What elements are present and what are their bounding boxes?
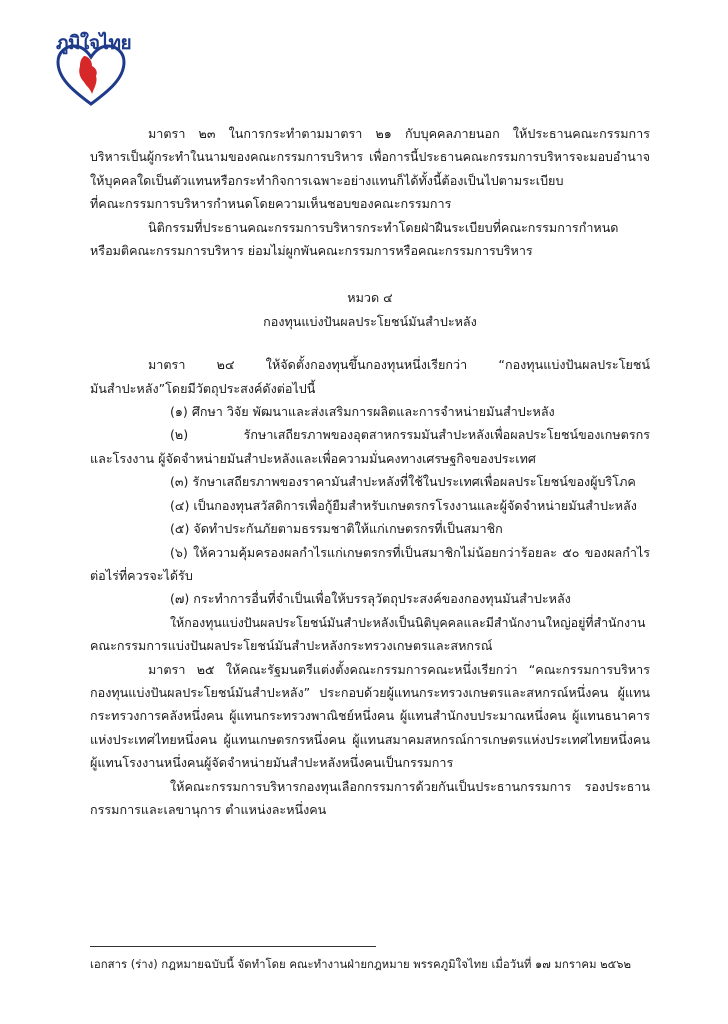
chapter-title: หมวด ๔ <box>347 290 393 306</box>
list-item-2-line: (๒) รักษาเสถียรภาพของอุตสาหกรรมมันสำปะหลังเพื่อผลประโยชน์ของเกษตรกร <box>170 427 650 443</box>
section-23-line: บริหารเป็นผู้กระทำในนามของคณะกรรมการบริหาร เพื่อการนี้ประธานคณะกรรมการบริหารจะมอบอำนาจ <box>90 149 650 165</box>
footnote: เอกสาร (ร่าง) กฎหมายฉบับนี้ จัดทำโดย คณะทำงานฝ่ายกฎหมาย พรรคภูมิใจไทย เมื่อวันที่ ๑๗ มกราคม ๒๕๖๒ <box>90 957 631 971</box>
section-25-line: กองทุนแบ่งปันผลประโยชน์มันสำปะหลัง” ประกอบด้วยผู้แทนกระทรวงเกษตรและสหกรณ์หนึ่งคน ผู้แทน <box>90 684 650 700</box>
juristic-person-line: คณะกรรมการแบ่งปันผลประโยชน์มันสำปะหลังกระทรวงเกษตรและสหกรณ์ <box>90 638 493 654</box>
section-25-para2-line: ให้คณะกรรมการบริหารกองทุนเลือกกรรมการด้วยกันเป็นประธานกรรมการ รองประธาน <box>170 778 650 794</box>
section-25-line: กระทรวงการคลังหนึ่งคน ผู้แทนกระทรวงพาณิชย์หนึ่งคน ผู้แทนสำนักงบประมาณหนึ่งคน ผู้แทนธนาคาร <box>90 708 650 724</box>
list-item-5: (๕) จัดทำประกันภัยตามธรรมชาติให้แก่เกษตรกรที่เป็นสมาชิก <box>170 521 503 537</box>
footnote-divider <box>90 946 376 947</box>
juristic-person-line: ให้กองทุนแบ่งปันผลประโยชน์มันสำปะหลังเป็นนิติบุคคลและมีสำนักงานใหญ่อยู่ที่สำนักงาน <box>170 614 646 630</box>
list-item-7: (๗) กระทำการอื่นที่จำเป็นเพื่อให้บรรลุวัตถุประสงค์ของกองทุนมันสำปะหลัง <box>170 591 571 607</box>
list-item-3: (๓) รักษาเสถียรภาพของราคามันสำปะหลังที่ใช้ในประเทศเพื่อผลประโยชน์ของผู้บริโภค <box>170 474 636 490</box>
list-item-4: (๔) เป็นกองทุนสวัสดิการเพื่อกู้ยืมสำหรับเกษตรกรโรงงานและผู้จัดจำหน่ายมันสำปะหลัง <box>170 497 637 513</box>
section-23-line: ที่คณะกรรมการบริหารกำหนดโดยความเห็นชอบของคณะกรรมการ <box>90 196 452 212</box>
list-item-2-line: และโรงงาน ผู้จัดจำหน่ายมันสำปะหลังและเพื่อความมั่นคงทางเศรษฐกิจของประเทศ <box>90 450 536 466</box>
logo-text: ภูมิใจไทย <box>56 32 132 54</box>
section-23-para2-line: หรือมติคณะกรรมการบริหาร ย่อมไม่ผูกพันคณะกรรมการหรือคณะกรรมการบริหาร <box>90 243 533 259</box>
section-25-para2-line: กรรมการและเลขานุการ ตำแหน่งละหนึ่งคน <box>90 801 327 817</box>
section-23-line: มาตรา ๒๓ ในการกระทำตามมาตรา ๒๑ กับบุคคลภายนอก ให้ประธานคณะกรรมการ <box>148 126 650 141</box>
party-logo <box>52 22 130 108</box>
chapter-subtitle: กองทุนแบ่งปันผลประโยชน์มันสำปะหลัง <box>263 313 477 329</box>
section-23-para2-line: นิติกรรมที่ประธานคณะกรรมการบริหารกระทำโดยฝ่าฝืนระเบียบที่คณะกรรมการกำหนด <box>148 219 619 235</box>
section-25-line: ผู้แทนโรงงานหนึ่งคนผู้จัดจำหน่ายมันสำปะหลังหนึ่งคนเป็นกรรมการ <box>90 755 454 771</box>
list-item-1: (๑) ศึกษา วิจัย พัฒนาและส่งเสริมการผลิตและการจำหน่ายมันสำปะหลัง <box>170 404 555 420</box>
section-25-line: แห่งประเทศไทยหนึ่งคน ผู้แทนเกษตรกรหนึ่งคน ผู้แทนสมาคมสหกรณ์การเกษตรแห่งประเทศไทยหนึ่งคน <box>90 731 650 747</box>
heart-map-icon <box>52 42 130 108</box>
section-23-line: ให้บุคคลใดเป็นตัวแทนหรือกระทำกิจการเฉพาะอย่างแทนก็ได้ทั้งนี้ต้องเป็นไปตามระเบียบ <box>90 172 564 188</box>
section-24-line: มันสำปะหลัง”โดยมีวัตถุประสงค์ดังต่อไปนี้ <box>90 380 316 396</box>
document-body <box>90 122 650 821</box>
list-item-6-line: ต่อไร่ที่ควรจะได้รับ <box>90 567 193 583</box>
section-25-line: มาตรา ๒๕ ให้คณะรัฐมนตรีแต่งตั้งคณะกรรมการคณะหนึ่งเรียกว่า “คณะกรรมการบริหาร <box>148 661 650 677</box>
list-item-6-line: (๖) ให้ความคุ้มครองผลกำไรแก่เกษตรกรที่เป็นสมาชิกไม่น้อยกว่าร้อยละ ๕๐ ของผลกำไร <box>170 544 650 560</box>
section-24-line: มาตรา ๒๔ ให้จัดตั้งกองทุนขึ้นกองทุนหนึ่งเรียกว่า “กองทุนแบ่งปันผลประโยชน์ <box>148 357 650 373</box>
